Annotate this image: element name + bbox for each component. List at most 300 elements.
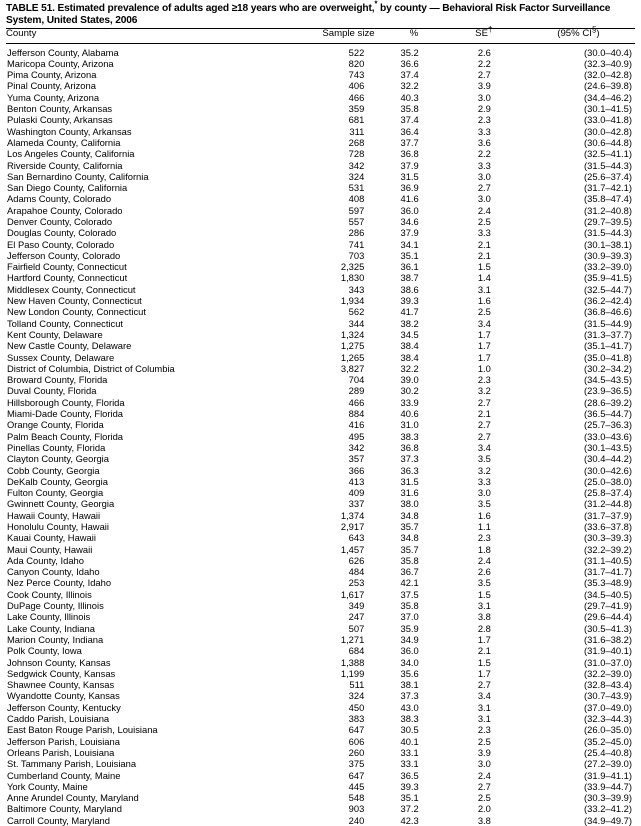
cell-ci: (30.6–44.8) bbox=[584, 136, 632, 148]
cell-percent: 41.6 bbox=[400, 193, 419, 205]
cell-county: Washington County, Arkansas bbox=[7, 125, 132, 137]
cell-sample-size: 409 bbox=[348, 487, 365, 499]
cell-se: 2.7 bbox=[477, 182, 491, 194]
cell-ci: (31.9–41.1) bbox=[584, 769, 632, 781]
cell-county: Adams County, Colorado bbox=[7, 193, 112, 205]
cell-se: 1.1 bbox=[477, 521, 491, 532]
table-row bbox=[6, 363, 635, 374]
title-ge-symbol: ≥18 bbox=[231, 3, 249, 14]
cell-sample-size: 2,325 bbox=[340, 261, 365, 273]
cell-ci: (31.5–44.9) bbox=[584, 317, 632, 329]
cell-percent: 36.0 bbox=[400, 645, 419, 657]
cell-county: New Castle County, Delaware bbox=[7, 340, 132, 352]
table-row bbox=[6, 171, 635, 182]
table-row bbox=[6, 44, 635, 58]
cell-ci: (30.9–39.3) bbox=[584, 249, 632, 261]
table-row bbox=[6, 80, 635, 91]
cell-percent: 37.4 bbox=[400, 114, 419, 126]
cell-se: 2.1 bbox=[477, 238, 491, 250]
column-header-percent: % bbox=[409, 28, 419, 40]
cell-percent: 37.5 bbox=[400, 588, 419, 600]
cell-county: DeKalb County, Georgia bbox=[7, 475, 108, 487]
cell-se: 1.4 bbox=[477, 272, 491, 284]
cell-sample-size: 260 bbox=[348, 746, 365, 758]
cell-sample-size: 548 bbox=[348, 792, 365, 804]
cell-percent: 36.5 bbox=[400, 769, 419, 781]
cell-ci: (36.8–46.6) bbox=[584, 306, 632, 318]
cell-ci: (32.0–42.8) bbox=[584, 69, 632, 81]
cell-sample-size: 1,830 bbox=[340, 272, 365, 284]
cell-percent: 36.4 bbox=[400, 125, 419, 137]
table-row bbox=[6, 148, 635, 159]
cell-sample-size: 3,827 bbox=[340, 362, 365, 374]
table-row bbox=[6, 668, 635, 679]
cell-se: 2.5 bbox=[477, 792, 491, 804]
cell-county: Fairfield County, Connecticut bbox=[7, 261, 127, 273]
cell-se: 2.2 bbox=[477, 148, 491, 160]
cell-county: District of Columbia, District of Columbia bbox=[7, 362, 175, 374]
cell-se: 1.5 bbox=[477, 261, 491, 273]
cell-se: 3.1 bbox=[477, 713, 491, 725]
cell-sample-size: 647 bbox=[348, 724, 365, 736]
cell-sample-size: 342 bbox=[348, 159, 365, 171]
table-row bbox=[6, 318, 635, 329]
cell-se: 3.3 bbox=[477, 227, 491, 239]
cell-percent: 38.2 bbox=[400, 317, 419, 329]
cell-county: Tolland County, Connecticut bbox=[7, 317, 124, 329]
cell-ci: (34.5–43.5) bbox=[584, 374, 632, 386]
cell-se: 2.3 bbox=[477, 532, 491, 544]
cell-percent: 36.0 bbox=[400, 204, 419, 216]
cell-county: Broward County, Florida bbox=[7, 374, 108, 386]
cell-se: 2.5 bbox=[477, 306, 491, 318]
table-row bbox=[6, 431, 635, 442]
column-header-se-label: SE bbox=[475, 28, 488, 40]
cell-percent: 37.9 bbox=[400, 227, 419, 239]
cell-percent: 35.7 bbox=[400, 521, 419, 532]
cell-sample-size: 343 bbox=[348, 283, 365, 295]
cell-sample-size: 495 bbox=[348, 430, 365, 442]
cell-ci: (24.6–39.8) bbox=[584, 80, 632, 92]
table-row bbox=[6, 600, 635, 611]
cell-percent: 32.2 bbox=[400, 80, 419, 92]
table-row bbox=[6, 442, 635, 453]
cell-percent: 38.4 bbox=[400, 340, 419, 352]
table-row bbox=[6, 419, 635, 430]
cell-county: Hawaii County, Hawaii bbox=[7, 509, 101, 521]
table-row bbox=[6, 261, 635, 272]
cell-county: Baltimore County, Maryland bbox=[7, 803, 122, 815]
cell-sample-size: 349 bbox=[348, 600, 365, 612]
table-body bbox=[6, 44, 635, 826]
cell-county: Arapahoe County, Colorado bbox=[7, 204, 123, 216]
table-row bbox=[6, 781, 635, 792]
cell-sample-size: 557 bbox=[348, 215, 365, 227]
cell-sample-size: 311 bbox=[349, 125, 365, 137]
cell-county: Kauai County, Hawaii bbox=[7, 532, 96, 544]
cell-percent: 40.3 bbox=[400, 91, 419, 103]
cell-ci: (35.3–48.9) bbox=[584, 577, 632, 589]
cell-ci: (35.0–41.8) bbox=[584, 351, 632, 363]
cell-county: Sussex County, Delaware bbox=[7, 351, 115, 363]
cell-se: 3.4 bbox=[477, 317, 491, 329]
cell-sample-size: 728 bbox=[348, 148, 365, 160]
cell-county: Clayton County, Georgia bbox=[7, 453, 109, 465]
cell-ci: (35.2–45.0) bbox=[584, 735, 632, 747]
cell-se: 3.5 bbox=[477, 577, 491, 589]
cell-se: 2.1 bbox=[477, 408, 491, 420]
cell-ci: (32.2–39.0) bbox=[584, 667, 632, 679]
cell-se: 1.6 bbox=[477, 509, 491, 521]
cell-percent: 35.1 bbox=[400, 792, 419, 804]
cell-county: Jefferson County, Kentucky bbox=[7, 701, 121, 713]
cell-ci: (25.4–40.8) bbox=[584, 746, 632, 758]
cell-county: Douglas County, Colorado bbox=[7, 227, 117, 239]
cell-ci: (33.2–41.2) bbox=[584, 803, 632, 815]
cell-sample-size: 337 bbox=[348, 498, 365, 510]
table-row bbox=[6, 521, 635, 532]
table-row bbox=[6, 374, 635, 385]
cell-ci: (23.9–36.5) bbox=[584, 385, 632, 397]
cell-sample-size: 743 bbox=[348, 69, 365, 81]
cell-percent: 36.6 bbox=[400, 57, 419, 69]
cell-ci: (33.0–41.8) bbox=[584, 114, 632, 126]
cell-se: 2.3 bbox=[477, 114, 491, 126]
cell-percent: 38.7 bbox=[400, 272, 419, 284]
cell-se: 3.2 bbox=[477, 385, 491, 397]
cell-percent: 35.9 bbox=[400, 622, 419, 634]
cell-sample-size: 597 bbox=[348, 204, 365, 216]
cell-county: Jefferson County, Colorado bbox=[7, 249, 121, 261]
cell-ci: (30.2–34.2) bbox=[584, 362, 632, 374]
cell-sample-size: 408 bbox=[348, 193, 365, 205]
cell-county: York County, Maine bbox=[7, 780, 88, 792]
table-row bbox=[6, 657, 635, 668]
asterisk-footnote-marker: * bbox=[374, 0, 378, 9]
cell-percent: 38.6 bbox=[400, 283, 419, 295]
table-row bbox=[6, 465, 635, 476]
cell-percent: 37.0 bbox=[400, 611, 419, 623]
cell-county: Fulton County, Georgia bbox=[7, 487, 104, 499]
cell-county: Caddo Parish, Louisiana bbox=[7, 713, 110, 725]
cell-sample-size: 606 bbox=[348, 735, 365, 747]
cell-county: Anne Arundel County, Maryland bbox=[7, 792, 139, 804]
cell-ci: (35.8–47.4) bbox=[584, 193, 632, 205]
cell-county: Alameda County, California bbox=[7, 136, 121, 148]
table-row bbox=[6, 69, 635, 80]
cell-se: 2.1 bbox=[477, 249, 491, 261]
cell-percent: 37.9 bbox=[400, 159, 419, 171]
cell-se: 2.6 bbox=[477, 46, 491, 58]
table-row bbox=[6, 566, 635, 577]
cell-se: 1.5 bbox=[477, 588, 491, 600]
title-text-mid: years who are overweight, bbox=[248, 3, 375, 14]
cell-sample-size: 1,934 bbox=[340, 295, 365, 307]
cell-county: Johnson County, Kansas bbox=[7, 656, 111, 668]
cell-se: 2.1 bbox=[477, 645, 491, 657]
cell-sample-size: 344 bbox=[348, 317, 365, 329]
cell-sample-size: 416 bbox=[348, 419, 365, 431]
cell-percent: 40.1 bbox=[400, 735, 419, 747]
cell-ci: (29.7–41.9) bbox=[584, 600, 632, 612]
cell-se: 3.2 bbox=[477, 464, 491, 476]
cell-ci: (31.7–42.1) bbox=[584, 182, 632, 194]
table-row bbox=[6, 487, 635, 498]
cell-se: 3.1 bbox=[477, 600, 491, 612]
cell-ci: (37.0–49.0) bbox=[584, 701, 632, 713]
cell-se: 1.7 bbox=[477, 328, 491, 340]
cell-se: 1.5 bbox=[477, 656, 491, 668]
cell-percent: 34.1 bbox=[400, 238, 419, 250]
cell-ci: (26.0–35.0) bbox=[584, 724, 632, 736]
cell-percent: 40.6 bbox=[400, 408, 419, 420]
cell-se: 1.6 bbox=[477, 295, 491, 307]
cell-ci: (31.9–40.1) bbox=[584, 645, 632, 657]
cell-se: 3.3 bbox=[477, 125, 491, 137]
cell-sample-size: 445 bbox=[348, 780, 365, 792]
cell-ci: (25.6–37.4) bbox=[584, 170, 632, 182]
cell-sample-size: 2,917 bbox=[340, 521, 365, 532]
cell-sample-size: 507 bbox=[348, 622, 365, 634]
table-row bbox=[6, 352, 635, 363]
cell-ci: (32.5–44.7) bbox=[584, 283, 632, 295]
cell-ci: (30.1–43.5) bbox=[584, 441, 632, 453]
cell-county: Canyon County, Idaho bbox=[7, 566, 100, 578]
cell-county: St. Tammany Parish, Louisiana bbox=[7, 758, 137, 770]
column-header-ci bbox=[522, 25, 635, 42]
cell-sample-size: 1,374 bbox=[340, 509, 365, 521]
table-row bbox=[6, 589, 635, 600]
cell-ci: (33.9–44.7) bbox=[584, 780, 632, 792]
cell-sample-size: 741 bbox=[348, 238, 365, 250]
cell-sample-size: 324 bbox=[348, 690, 365, 702]
cell-percent: 34.9 bbox=[400, 633, 419, 645]
cell-percent: 38.4 bbox=[400, 351, 419, 363]
cell-percent: 42.3 bbox=[400, 814, 419, 826]
cell-sample-size: 375 bbox=[348, 758, 365, 770]
cell-sample-size: 643 bbox=[348, 532, 365, 544]
table-row bbox=[6, 273, 635, 284]
table-header-row bbox=[6, 29, 635, 42]
cell-county: Honolulu County, Hawaii bbox=[7, 521, 109, 532]
cell-county: Ada County, Idaho bbox=[7, 554, 84, 566]
table-row bbox=[6, 205, 635, 216]
cell-ci: (31.7–41.7) bbox=[584, 566, 632, 578]
column-header-se bbox=[446, 25, 522, 42]
cell-se: 3.3 bbox=[477, 475, 491, 487]
cell-percent: 35.6 bbox=[400, 667, 419, 679]
cell-sample-size: 704 bbox=[348, 374, 365, 386]
column-header-county: County bbox=[6, 28, 37, 40]
cell-percent: 34.8 bbox=[400, 532, 419, 544]
cell-percent: 34.8 bbox=[400, 509, 419, 521]
cell-se: 2.5 bbox=[477, 215, 491, 227]
cell-sample-size: 1,265 bbox=[340, 351, 365, 363]
table-row bbox=[6, 702, 635, 713]
cell-percent: 37.4 bbox=[400, 69, 419, 81]
table-row bbox=[6, 340, 635, 351]
cell-ci: (25.8–37.4) bbox=[584, 487, 632, 499]
cell-sample-size: 681 bbox=[348, 114, 365, 126]
table-row bbox=[6, 126, 635, 137]
table-row bbox=[6, 736, 635, 747]
cell-ci: (30.5–41.3) bbox=[584, 622, 632, 634]
cell-ci: (31.1–40.5) bbox=[584, 554, 632, 566]
cell-county: Hartford County, Connecticut bbox=[7, 272, 128, 284]
table-row bbox=[6, 532, 635, 543]
table-row bbox=[6, 250, 635, 261]
cell-ci: (30.7–43.9) bbox=[584, 690, 632, 702]
cell-percent: 30.5 bbox=[400, 724, 419, 736]
cell-se: 3.4 bbox=[477, 441, 491, 453]
cell-se: 2.9 bbox=[477, 103, 491, 115]
cell-county: Los Angeles County, California bbox=[7, 148, 135, 160]
cell-sample-size: 1,199 bbox=[340, 667, 365, 679]
cell-ci: (33.6–37.8) bbox=[584, 521, 632, 532]
table-row bbox=[6, 510, 635, 521]
cell-percent: 33.1 bbox=[400, 746, 419, 758]
cell-ci: (30.1–38.1) bbox=[584, 238, 632, 250]
cell-county: Carroll County, Maryland bbox=[7, 814, 110, 826]
cell-se: 3.9 bbox=[477, 80, 491, 92]
cell-se: 3.9 bbox=[477, 746, 491, 758]
cell-se: 2.7 bbox=[477, 396, 491, 408]
cell-sample-size: 466 bbox=[348, 91, 365, 103]
table-row bbox=[6, 476, 635, 487]
table-row bbox=[6, 679, 635, 690]
cell-sample-size: 1,324 bbox=[340, 328, 365, 340]
cell-ci: (35.1–41.7) bbox=[584, 340, 632, 352]
table-row bbox=[6, 691, 635, 702]
cell-percent: 39.3 bbox=[400, 295, 419, 307]
cell-percent: 43.0 bbox=[400, 701, 419, 713]
cell-ci: (34.9–49.7) bbox=[584, 814, 632, 826]
cell-ci: (34.4–46.2) bbox=[584, 91, 632, 103]
cell-ci: (33.0–43.6) bbox=[584, 430, 632, 442]
cell-se: 2.7 bbox=[477, 419, 491, 431]
cell-county: Lake County, Illinois bbox=[7, 611, 91, 623]
dagger-footnote-marker: † bbox=[487, 25, 493, 34]
cell-sample-size: 324 bbox=[348, 170, 365, 182]
cell-sample-size: 647 bbox=[348, 769, 365, 781]
cell-sample-size: 366 bbox=[348, 464, 365, 476]
cell-ci: (30.0–42.8) bbox=[584, 125, 632, 137]
cell-percent: 35.1 bbox=[400, 249, 419, 261]
table-row bbox=[6, 611, 635, 622]
cell-ci: (30.0–42.6) bbox=[584, 464, 632, 476]
cell-se: 1.7 bbox=[477, 633, 491, 645]
table-row bbox=[6, 578, 635, 589]
cell-county: Riverside County, California bbox=[7, 159, 123, 171]
cell-county: DuPage County, Illinois bbox=[7, 600, 104, 612]
cell-se: 3.0 bbox=[477, 193, 491, 205]
cell-percent: 31.5 bbox=[400, 170, 419, 182]
column-header-sample-size: Sample size bbox=[322, 28, 375, 40]
table-row bbox=[6, 634, 635, 645]
table-row bbox=[6, 747, 635, 758]
cell-county: Pima County, Arizona bbox=[7, 69, 97, 81]
table-row bbox=[6, 555, 635, 566]
cell-sample-size: 359 bbox=[348, 103, 365, 115]
cell-county: New London County, Connecticut bbox=[7, 306, 146, 318]
cell-ci: (29.6–44.4) bbox=[584, 611, 632, 623]
cell-se: 3.8 bbox=[477, 611, 491, 623]
cell-se: 1.7 bbox=[477, 340, 491, 352]
table-row bbox=[6, 329, 635, 340]
cell-sample-size: 289 bbox=[348, 385, 365, 397]
table-row bbox=[6, 408, 635, 419]
cell-percent: 37.7 bbox=[400, 136, 419, 148]
cell-sample-size: 884 bbox=[348, 408, 365, 420]
cell-sample-size: 253 bbox=[348, 577, 365, 589]
cell-sample-size: 484 bbox=[348, 566, 365, 578]
cell-county: Pulaski County, Arkansas bbox=[7, 114, 113, 126]
cell-percent: 36.8 bbox=[400, 441, 419, 453]
cell-county: Cumberland County, Maine bbox=[7, 769, 121, 781]
cell-sample-size: 1,388 bbox=[340, 656, 365, 668]
cell-percent: 36.8 bbox=[400, 148, 419, 160]
cell-county: Benton County, Arkansas bbox=[7, 103, 113, 115]
cell-se: 2.7 bbox=[477, 679, 491, 691]
table-row bbox=[6, 227, 635, 238]
cell-ci: (30.4–44.2) bbox=[584, 453, 632, 465]
cell-percent: 38.0 bbox=[400, 498, 419, 510]
cell-county: Polk County, Iowa bbox=[7, 645, 82, 657]
cell-county: East Baton Rouge Parish, Louisiana bbox=[7, 724, 158, 736]
cell-ci: (30.0–40.4) bbox=[584, 46, 632, 58]
cell-county: Kent County, Delaware bbox=[7, 328, 103, 340]
cell-percent: 39.0 bbox=[400, 374, 419, 386]
cell-ci: (36.2–42.4) bbox=[584, 295, 632, 307]
cell-ci: (27.2–39.0) bbox=[584, 758, 632, 770]
cell-sample-size: 511 bbox=[349, 679, 365, 691]
cell-percent: 31.6 bbox=[400, 487, 419, 499]
cell-se: 2.4 bbox=[477, 554, 491, 566]
prevalence-table bbox=[6, 25, 635, 42]
cell-ci: (31.2–40.8) bbox=[584, 204, 632, 216]
cell-county: Jefferson County, Alabama bbox=[7, 46, 119, 58]
prevalence-table-body bbox=[6, 44, 635, 826]
cell-sample-size: 522 bbox=[348, 46, 365, 58]
cell-percent: 30.2 bbox=[400, 385, 419, 397]
cell-se: 1.7 bbox=[477, 351, 491, 363]
title-line-two: System, United States, 2006 bbox=[6, 14, 138, 26]
cell-ci: (32.5–41.1) bbox=[584, 148, 632, 160]
cell-se: 2.5 bbox=[477, 735, 491, 747]
cell-sample-size: 820 bbox=[348, 57, 365, 69]
table-row bbox=[6, 453, 635, 464]
table-row bbox=[6, 623, 635, 634]
cell-percent: 35.7 bbox=[400, 543, 419, 555]
cell-ci: (31.3–37.7) bbox=[584, 328, 632, 340]
cell-percent: 36.1 bbox=[400, 261, 419, 273]
cell-se: 2.7 bbox=[477, 69, 491, 81]
cell-county: Gwinnett County, Georgia bbox=[7, 498, 115, 510]
table-row bbox=[6, 284, 635, 295]
cell-percent: 35.2 bbox=[400, 46, 419, 58]
cell-percent: 39.3 bbox=[400, 780, 419, 792]
cell-county: Pinellas County, Florida bbox=[7, 441, 106, 453]
cell-percent: 31.5 bbox=[400, 475, 419, 487]
cell-se: 2.6 bbox=[477, 566, 491, 578]
cell-percent: 37.3 bbox=[400, 453, 419, 465]
cell-sample-size: 342 bbox=[348, 441, 365, 453]
cell-sample-size: 903 bbox=[348, 803, 365, 815]
table-row bbox=[6, 544, 635, 555]
cell-percent: 35.8 bbox=[400, 103, 419, 115]
cell-percent: 31.0 bbox=[400, 419, 419, 431]
cell-percent: 34.6 bbox=[400, 215, 419, 227]
